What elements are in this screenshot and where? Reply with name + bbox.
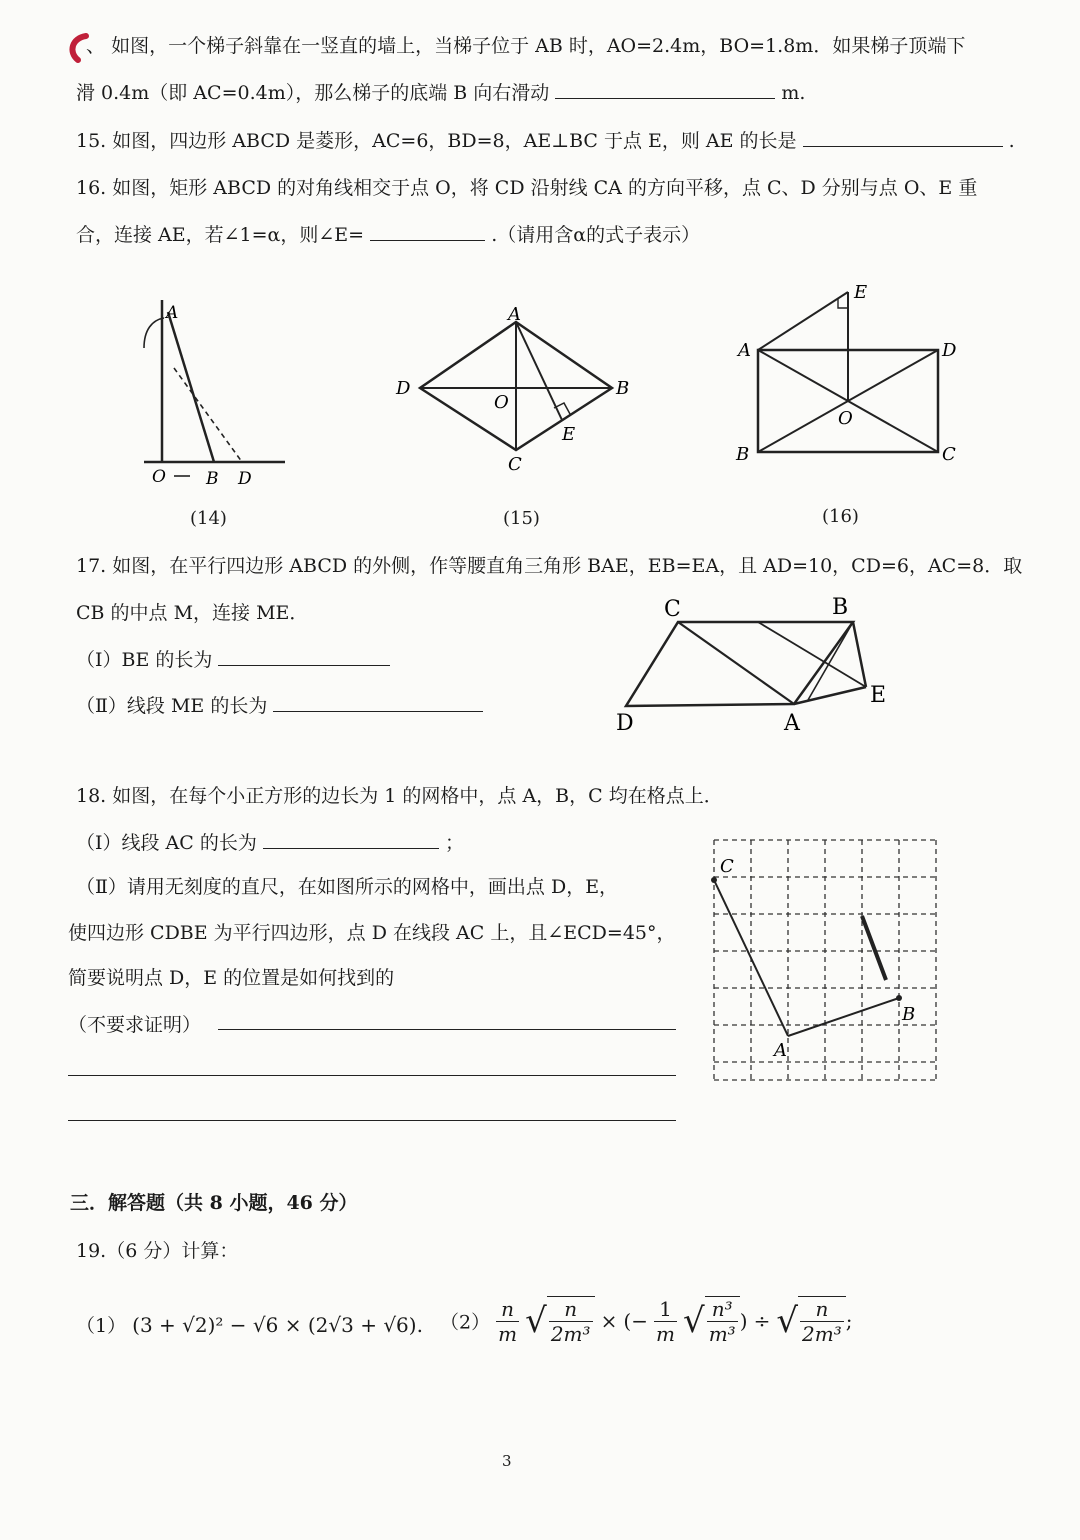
f14-label-b: B <box>206 469 219 489</box>
f15-label-d: D <box>396 378 411 399</box>
q16-text-1: 16. 如图，矩形 ABCD 的对角线相交于点 O，将 CD 沿射线 CA 的方向平移，点 C、D 分别与点 O、E 重 <box>76 177 978 199</box>
q17-part2-text: （Ⅱ）线段 ME 的长为 <box>76 695 268 717</box>
f15-label-c: C <box>508 454 522 475</box>
q17-part1-blank[interactable] <box>218 647 390 666</box>
q16-text-2: 合，连接 AE，若∠1=α，则∠E= <box>76 224 365 246</box>
q18-text-5: （不要求证明） <box>68 1014 202 1036</box>
q19-p2-sqrt3-num: n <box>800 1297 844 1322</box>
f14-label-o: O <box>152 467 166 487</box>
f14-label-a: A <box>166 303 179 323</box>
q19-p2-sqrt2: √ $\frac{\text{n³}}{\text{m³}}$ <box>683 1296 740 1346</box>
f17-label-b: B <box>832 595 849 620</box>
f16-ae <box>758 292 848 350</box>
f14-label-d: D <box>238 469 252 489</box>
q19-p2-end: ; <box>845 1309 853 1333</box>
figure-15-rhombus <box>390 300 640 480</box>
figure-18-grid <box>700 830 950 1090</box>
f18-point-c <box>711 877 717 883</box>
q17-part2-blank[interactable] <box>273 693 483 712</box>
f16-label-o: O <box>838 408 853 429</box>
f17-extra <box>808 622 853 700</box>
q19-p2-sqrt2-num: n³ <box>707 1297 738 1322</box>
q18-answer-line-2[interactable] <box>68 1075 676 1076</box>
q18-text-1: 18. 如图，在每个小正方形的边长为 1 的网格中，点 A，B，C 均在格点上． <box>76 785 723 807</box>
f17-parallelogram <box>626 622 853 706</box>
q16-line1 <box>76 175 977 201</box>
figure-17-parallelogram <box>608 592 908 742</box>
q18-text-4: 简要说明点 D，E 的位置是如何找到的 <box>68 967 395 989</box>
q19-p1-label: （1） <box>76 1315 127 1337</box>
q14-text-2: 滑 0.4m（即 AC=0.4m），那么梯子的底端 B 向右滑动 <box>76 82 550 104</box>
f15-label-o: O <box>494 392 509 413</box>
q19-p2-sqrt1-den: 2m³ <box>550 1322 591 1346</box>
f18-label-c: C <box>720 856 734 877</box>
caption-15: (15) <box>503 508 540 529</box>
q17-part2 <box>76 693 483 719</box>
q15-end: . <box>1008 130 1015 152</box>
q19-p2-frac2 <box>654 1297 677 1346</box>
q19-p2-label: （2） <box>440 1311 491 1334</box>
q19-p2-sqrt2-den: m³ <box>708 1322 736 1346</box>
q14-text-1: 如图，一个梯子斜靠在一竖直的墙上，当梯子位于 AB 时，AO=2.4m，BO=1.8m．如果梯子顶端下 <box>111 35 966 57</box>
q18-text-3: 使四边形 CDBE 为平行四边形，点 D 在线段 AC 上，且∠ECD=45°， <box>68 922 676 944</box>
q18-answer-line-1[interactable] <box>218 1029 676 1030</box>
q19-p2-frac1-den: m <box>498 1321 518 1346</box>
q16-answer-blank[interactable] <box>370 222 485 241</box>
q15-answer-blank[interactable] <box>803 128 1003 147</box>
q14-line1 <box>86 33 965 59</box>
q17-text-1: 17. 如图，在平行四边形 ABCD 的外侧，作等腰直角三角形 BAE，EB=EA，且 AD=10，CD=6，AC=8．取 <box>76 555 1023 577</box>
q18-part1 <box>76 830 464 856</box>
q16-text-3: .（请用含α的式子表示） <box>491 224 701 246</box>
q19-p2-sqrt3: √ $\frac{n}{\text{2m³}}$ <box>776 1296 845 1346</box>
f18-point-b <box>896 995 902 1001</box>
section-3-title: 三．解答题（共 8 小题，46 分） <box>70 1192 358 1214</box>
f18-pencil-stroke <box>862 916 886 980</box>
q18-answer-line-3[interactable] <box>68 1120 676 1121</box>
f16-label-e: E <box>854 282 868 303</box>
f16-label-b: B <box>736 444 750 465</box>
f17-be <box>853 622 866 687</box>
q18-part1-end: ； <box>444 832 464 854</box>
q15-text: 15. 如图，四边形 ABCD 是菱形，AC=6，BD=8，AE⊥BC 于点 E，则 AE 的长是 <box>76 130 797 152</box>
f18-label-b: B <box>902 1004 916 1025</box>
f18-segment-ab <box>788 998 899 1036</box>
f17-label-a: A <box>784 711 800 736</box>
f17-diagonal-ca <box>678 622 794 704</box>
figure-16-rectangle <box>730 278 970 478</box>
q19-head: 19.（6 分）计算： <box>76 1240 239 1262</box>
q19-p2-sqrt1: √ $\frac{n}{\text{2m³}}$ <box>525 1296 594 1346</box>
q18-part2 <box>76 874 618 900</box>
q18-line5 <box>68 1012 201 1038</box>
f17-label-e: E <box>870 683 887 708</box>
q14-line2 <box>76 80 805 106</box>
page-number: 3 <box>502 1452 512 1470</box>
q14-answer-blank[interactable] <box>555 80 775 99</box>
q18-line1 <box>76 783 723 809</box>
q18-line4 <box>68 965 394 991</box>
f14-ladder-ab <box>168 312 214 462</box>
f16-right-angle <box>838 298 848 308</box>
q19-p2-divide: ÷ <box>753 1309 771 1333</box>
q18-part2-text: （Ⅱ）请用无刻度的直尺，在如图所示的网格中，画出点 D，E， <box>76 876 619 898</box>
q19-p2-frac1 <box>496 1297 519 1346</box>
q18-line3 <box>68 920 676 946</box>
q19-p2-frac1-num: n <box>496 1297 519 1322</box>
q19-p1-expression: (3 + √2)² − √6 × (2√3 + √6). <box>132 1313 423 1337</box>
q19-p2-minus: − <box>631 1309 648 1333</box>
q17-part1 <box>76 647 390 673</box>
q15-line <box>76 128 1015 154</box>
q17-line2 <box>76 600 308 626</box>
f16-label-a: A <box>738 340 751 361</box>
f15-label-e: E <box>562 424 576 445</box>
f16-label-d: D <box>942 340 957 361</box>
q19-p2-frac2-num: 1 <box>654 1297 677 1322</box>
q18-part1-text: （Ⅰ）线段 AC 的长为 <box>76 832 257 854</box>
f16-label-c: C <box>942 444 956 465</box>
q19-p2-sqrt3-den: 2m³ <box>802 1322 842 1346</box>
f15-label-a: A <box>508 304 521 325</box>
q18-part1-blank[interactable] <box>263 830 439 849</box>
q19-part2: （2） $\frac{n}{m}$ √ $\frac{n}{\text{2m³}}$ × (− $\frac{1}{m}$ √ $\frac{\text{n³}}{\text{m³}}$ ) ÷ √ $\frac{n}{\text{2m³}}$ ; <box>440 1296 853 1346</box>
q17-part1-text: （Ⅰ）BE 的长为 <box>76 649 213 671</box>
q19-p2-frac2-den: m <box>656 1321 675 1346</box>
q17-line1 <box>76 553 1022 579</box>
caption-16: (16) <box>822 506 859 527</box>
q17-text-2: CB 的中点 M，连接 ME． <box>76 602 309 624</box>
q19-part1 <box>76 1312 423 1339</box>
f18-grid-lines <box>714 840 936 1080</box>
f15-label-b: B <box>616 378 630 399</box>
q19-p2-sqrt1-num: n <box>549 1297 593 1322</box>
f18-label-a: A <box>774 1040 787 1061</box>
q14-unit: m. <box>781 82 806 104</box>
q19-p2-times: × <box>600 1309 618 1333</box>
caption-14: (14) <box>190 508 227 529</box>
figure-14-ladder <box>130 290 300 500</box>
f17-label-d: D <box>616 711 634 736</box>
f14-ladder-dashed <box>174 368 242 462</box>
q14-mark: 、 <box>86 35 106 57</box>
q16-line2 <box>76 222 700 248</box>
f17-label-c: C <box>664 597 681 622</box>
